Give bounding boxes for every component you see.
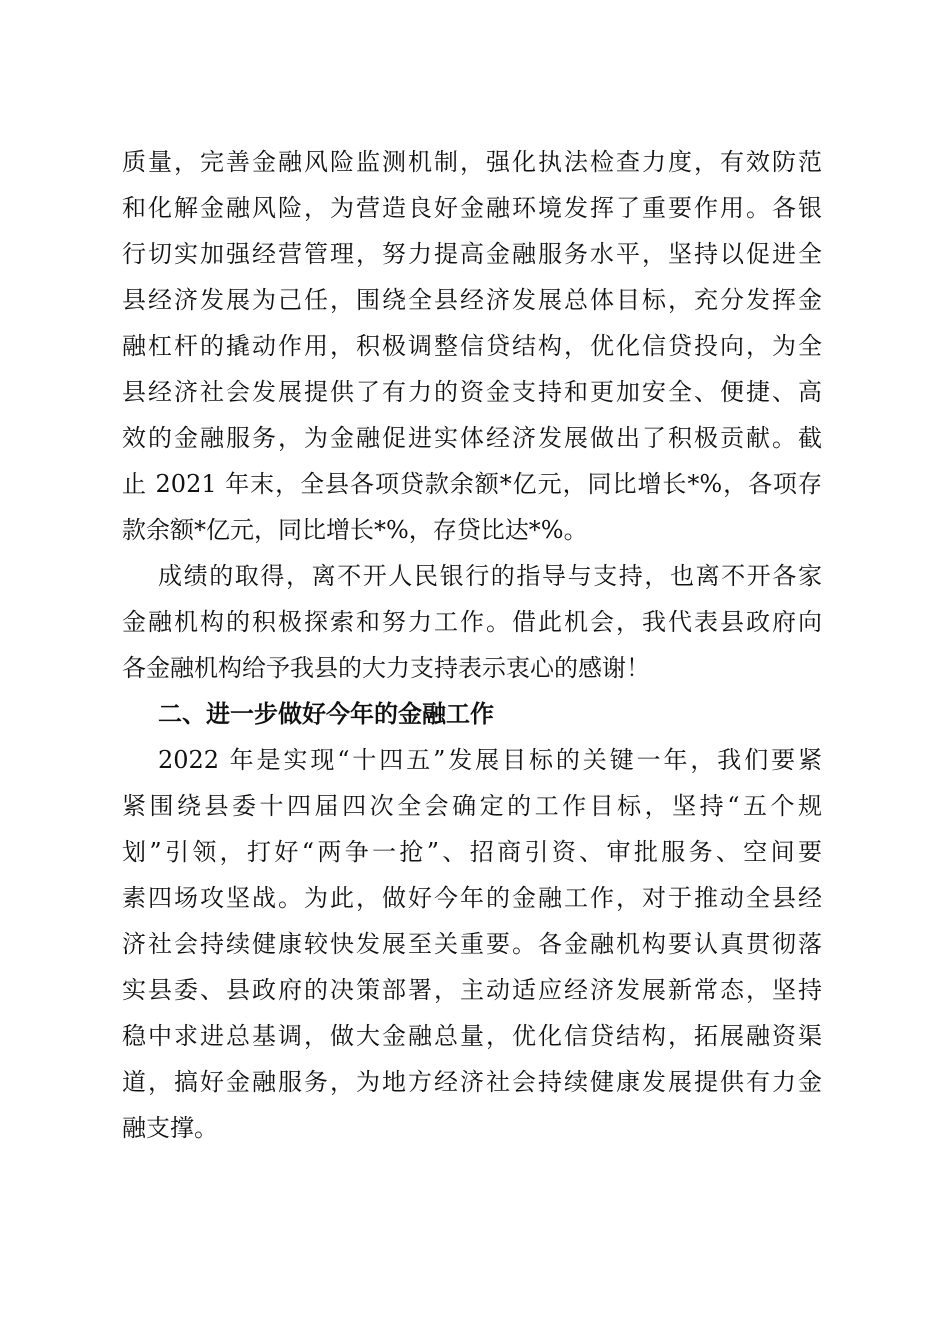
paragraph-1-line-5: 融杠杆的撬动作用，积极调整信贷结构，优化信贷投向，为全 — [122, 332, 822, 360]
paragraph-1-line-3: 行切实加强经营管理，努力提高金融服务水平，坚持以促进全 — [122, 240, 822, 268]
paragraph-3-line-2: 紧围绕县委十四届四次全会确定的工作目标，坚持“五个规 — [122, 792, 822, 820]
paragraph-2-line-2: 金融机构的积极探索和努力工作。借此机会，我代表县政府向 — [122, 608, 822, 636]
paragraph-3-line-5: 济社会持续健康较快发展至关重要。各金融机构要认真贯彻落 — [122, 930, 822, 958]
paragraph-2-line-3: 各金融机构给予我县的大力支持表示衷心的感谢！ — [122, 654, 650, 682]
paragraph-3-line-8: 道，搞好金融服务，为地方经济社会持续健康发展提供有力金 — [122, 1068, 822, 1096]
paragraph-1-line-2: 和化解金融风险，为营造良好金融环境发挥了重要作用。各银 — [122, 194, 822, 222]
paragraph-3-line-6: 实县委、县政府的决策部署，主动适应经济发展新常态，坚持 — [122, 976, 822, 1004]
paragraph-3-line-7: 稳中求进总基调，做大金融总量，优化信贷结构，拓展融资渠 — [122, 1022, 822, 1050]
paragraph-3-line-4: 素四场攻坚战。为此，做好今年的金融工作，对于推动全县经 — [122, 884, 822, 912]
paragraph-3-line-1: 2022 年是实现“十四五”发展目标的关键一年，我们要紧 — [158, 746, 822, 774]
paragraph-2-line-1: 成绩的取得，离不开人民银行的指导与支持，也离不开各家 — [158, 562, 822, 590]
paragraph-1-line-8: 止 2021 年末，全县各项贷款余额*亿元，同比增长*%，各项存 — [122, 470, 822, 498]
paragraph-1-line-9: 款余额*亿元，同比增长*%，存贷比达*%。 — [122, 516, 588, 544]
paragraph-1-line-4: 县经济发展为己任，围绕全县经济发展总体目标，充分发挥金 — [122, 286, 822, 314]
paragraph-1-line-1: 质量，完善金融风险监测机制，强化执法检查力度，有效防范 — [122, 148, 822, 176]
section-heading: 二、进一步做好今年的金融工作 — [158, 700, 494, 728]
paragraph-3-line-9: 融支撑。 — [122, 1114, 218, 1142]
paragraph-1-line-6: 县经济社会发展提供了有力的资金支持和更加安全、便捷、高 — [122, 378, 822, 406]
paragraph-1-line-7: 效的金融服务，为金融促进实体经济发展做出了积极贡献。截 — [122, 424, 822, 452]
paragraph-3-line-3: 划”引领，打好“两争一抢”、招商引资、审批服务、空间要 — [122, 838, 822, 866]
